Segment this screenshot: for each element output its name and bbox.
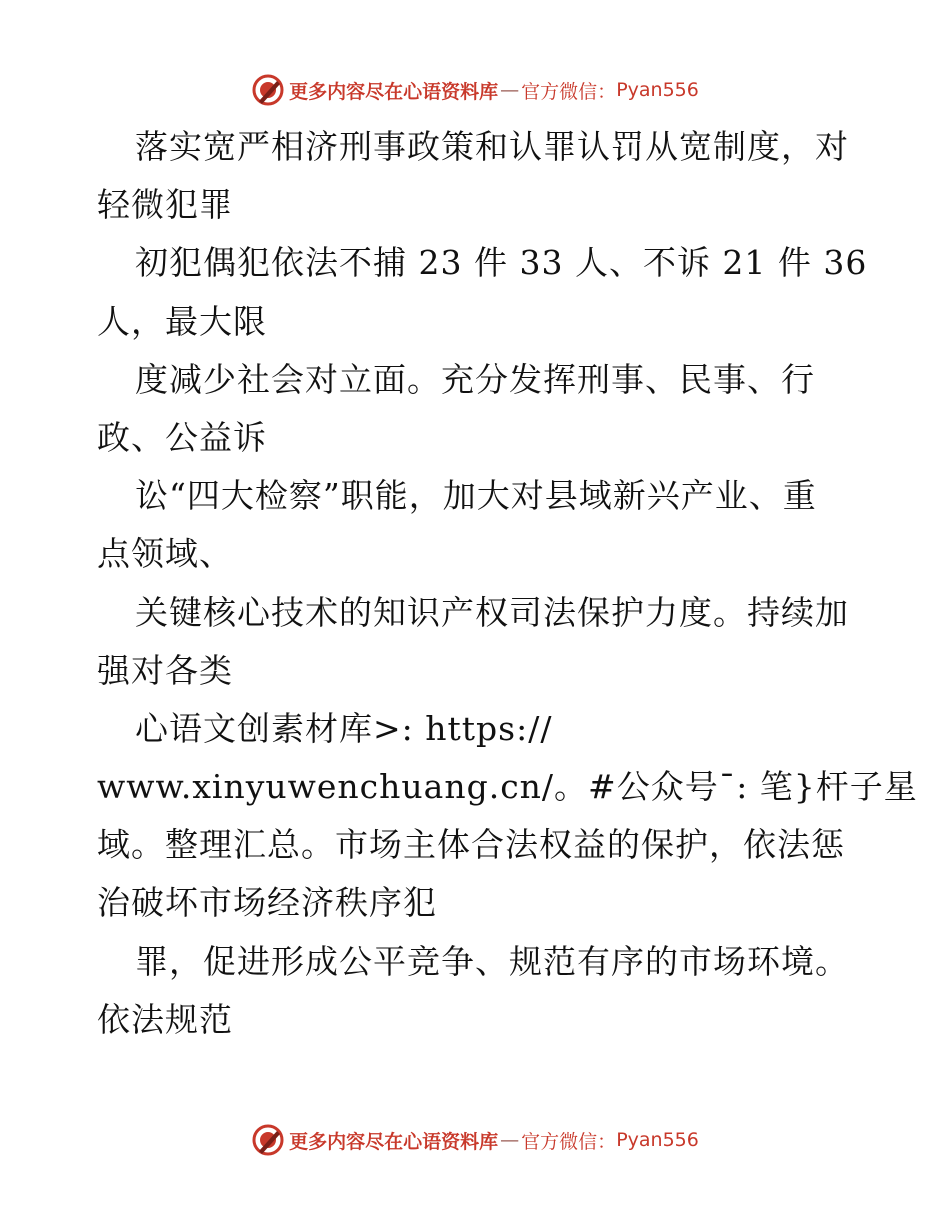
body-line: 治破坏市场经济秩序犯 [97, 883, 437, 923]
body-line: 政、公益诉 [97, 417, 267, 457]
body-line: 初犯偶犯依法不捕 23 件 33 人、不诉 21 件 36 [135, 243, 868, 283]
header-sub-text: 官方微信： [521, 80, 617, 103]
footer-id-text: Pyan556 [616, 1129, 699, 1151]
body-line: 点领域、 [97, 534, 233, 574]
body-line: 强对各类 [97, 650, 233, 690]
document-body [97, 118, 918, 1049]
body-line: 讼“四大检察”职能，加大对县域新兴产业、重 [135, 476, 817, 516]
body-line: 落实宽严相济刑事政策和认罪认罚从宽制度，对 [135, 127, 849, 166]
body-line: 人，最大限 [97, 301, 267, 341]
footer-sub-text: 官方微信： [521, 1130, 617, 1153]
body-line: 轻微犯罪 [97, 185, 233, 225]
pen-logo-icon [251, 73, 285, 107]
body-line: 依法规范 [97, 999, 233, 1039]
body-line: www.xinyuwenchuang.cn/。#公众号¯: 笔}杆子星 [97, 767, 918, 807]
header-banner [0, 70, 950, 110]
footer-banner [0, 1120, 950, 1160]
header-main-text: 更多内容尽在心语资料库 [289, 80, 499, 103]
header-separator: — [500, 79, 520, 101]
body-line: 心语文创素材库>: https:// [135, 708, 553, 748]
header-id-text: Pyan556 [616, 79, 699, 101]
body-line: 关键核心技术的知识产权司法保护力度。持续加 [135, 592, 849, 632]
footer-separator: — [500, 1129, 520, 1151]
body-line: 域。整理汇总。市场主体合法权益的保护，依法惩 [97, 825, 845, 865]
body-line: 罪，促进形成公平竞争、规范有序的市场环境。 [135, 941, 849, 981]
body-line: 度减少社会对立面。充分发挥刑事、民事、行 [135, 359, 815, 399]
footer-main-text: 更多内容尽在心语资料库 [289, 1130, 499, 1153]
pen-logo-icon [251, 1123, 285, 1157]
